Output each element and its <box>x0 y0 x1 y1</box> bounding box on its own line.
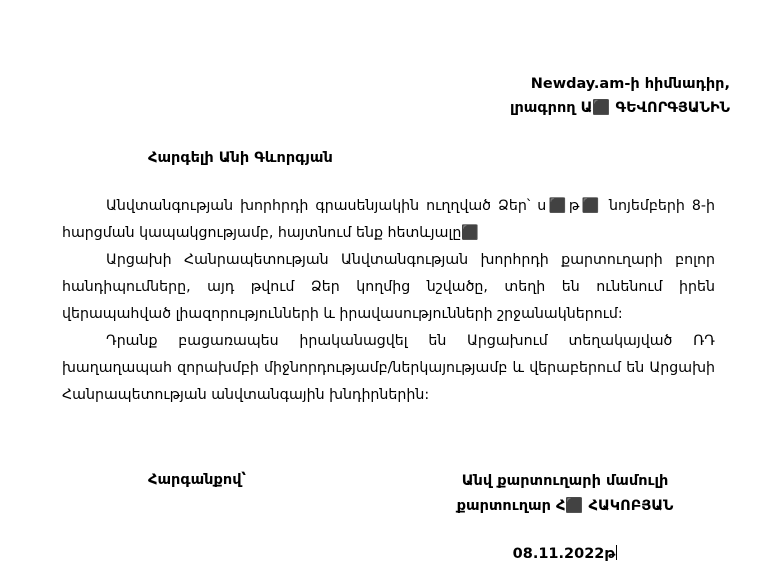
text-cursor <box>616 545 617 560</box>
body-paragraph-2: Արցախի Հանրապետության Անվտանգության խորհրդի քարտուղարի բոլոր հանդիպումները, այդ թվում Ձեր կողմից նշվածը, տեղի են ունենում իրեն վերապահված լիազորությունների և իրավասությունների շրջանակներում: <box>62 252 715 322</box>
body-paragraph-1: Անվտանգության խորհրդի գրասենյակին ուղղված Ձեր՝ ս⬛թ⬛ նոյեմբերի 8-ի հարցման կապակցությամբ, հայտնում ենք հետևյալը⬛ <box>62 198 715 241</box>
signature-line-2: քարտուղար Հ⬛ ՀԱԿՈԲՅԱՆ <box>456 498 674 514</box>
document-body <box>62 193 715 409</box>
document-date-line <box>440 543 690 565</box>
signature-block <box>440 469 690 519</box>
body-paragraph-3: Դրանք բացառապես իրականացվել են Արցախում տեղակայված ՌԴ խաղաղապահ զորախմբի միջնորդությամբ/ներկայությամբ և վերաբերում են Արցախի Հանրապետության անվտանգային խնդիրներին: <box>62 333 715 403</box>
document-date: 08.11.2022թ <box>512 546 616 562</box>
closing-salutation: Հարգանքով՝ <box>148 472 247 488</box>
addressee-block <box>510 72 730 120</box>
signature-line-1: Անվ քարտուղարի մամուլի <box>461 473 669 489</box>
salutation: Հարգելի Անի Գևորգյան <box>148 150 333 166</box>
addressee-line-1: Newday.am-ի հիմնադիր, <box>530 76 730 92</box>
addressee-line-2: լրագրող Ա⬛ ԳԵՎՈՐԳՅԱՆԻՆ <box>510 100 730 116</box>
